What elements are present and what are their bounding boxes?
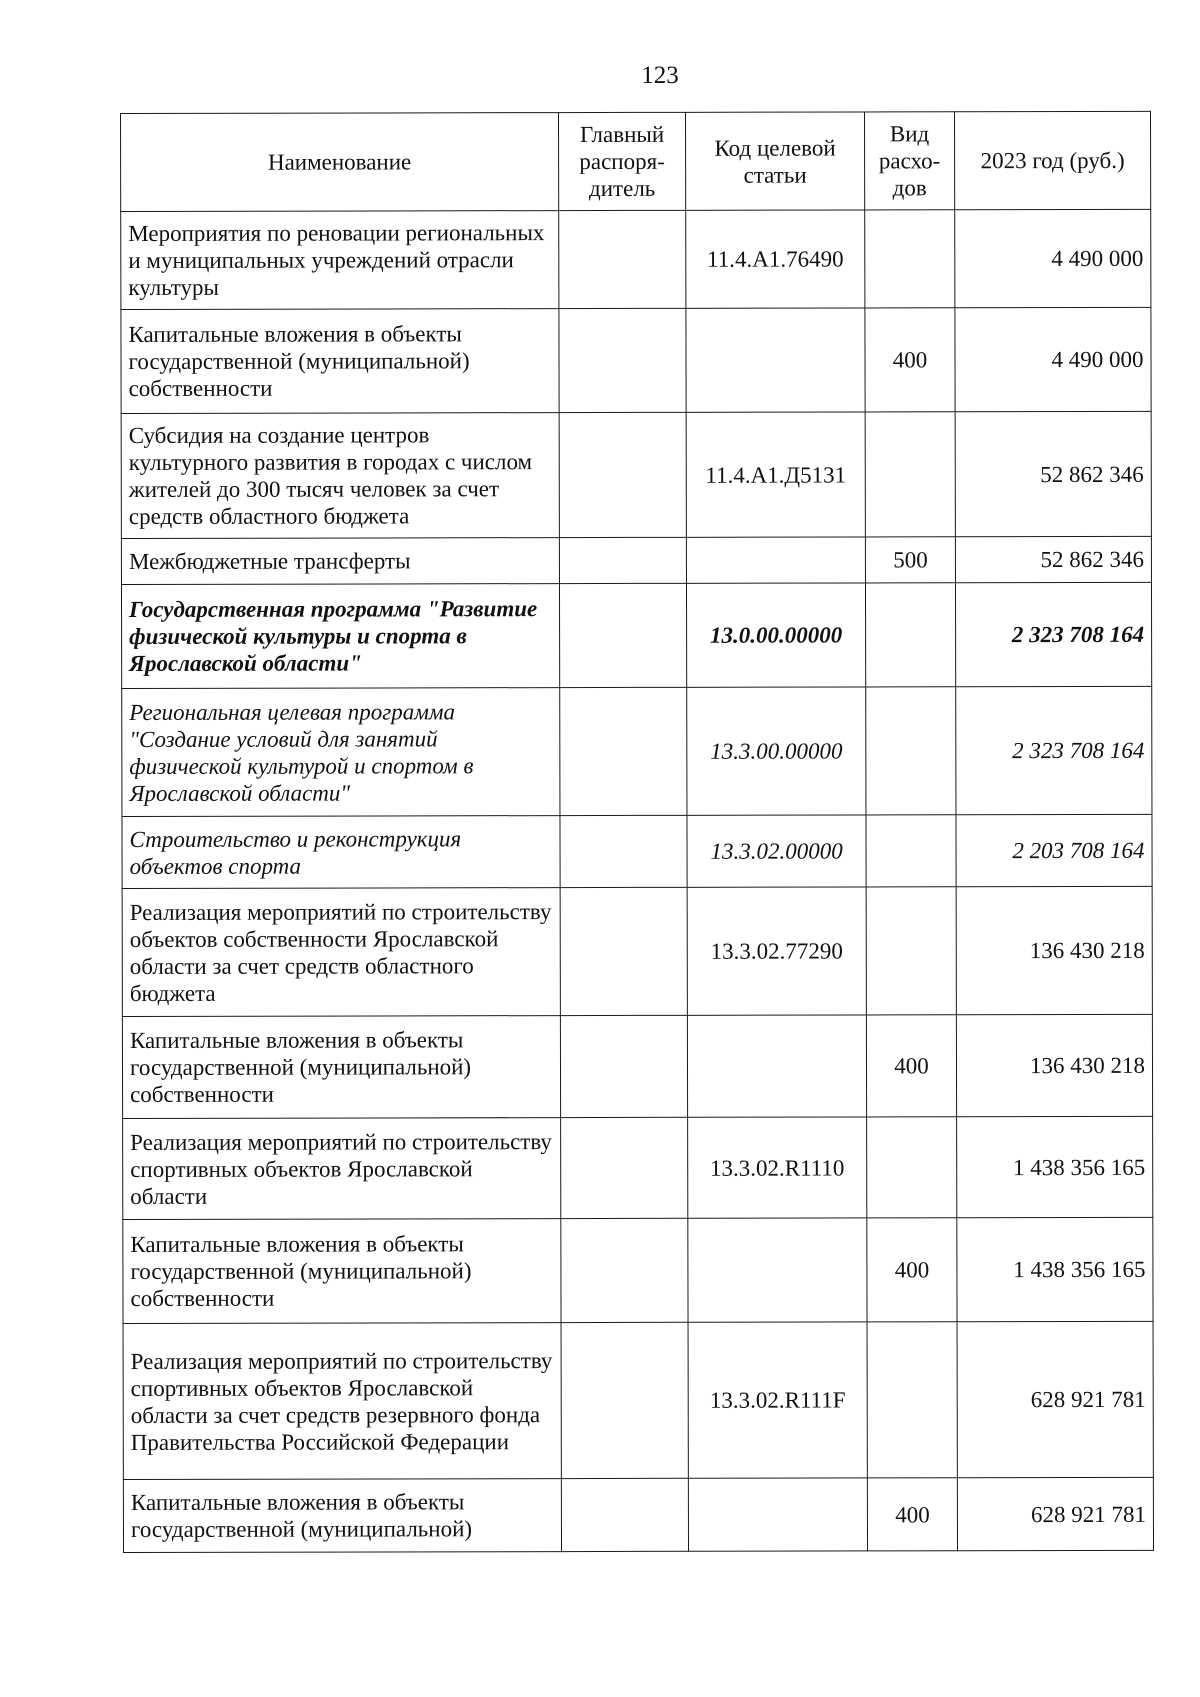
header-amount: 2023 год (руб.) xyxy=(954,111,1150,209)
row-type xyxy=(865,210,955,308)
row-owner xyxy=(561,1322,688,1478)
row-name: Реализация мероприятий по строительству спортивных объектов Ярославской области за счет средств резервного фонда Правительства Российской Федерации xyxy=(123,1323,561,1480)
row-name: Капитальные вложения в объекты государственной (муниципальной) собственности xyxy=(121,309,559,414)
row-code: 13.3.02.00000 xyxy=(687,815,866,887)
row-code xyxy=(687,1015,866,1117)
row-owner xyxy=(561,1117,688,1218)
table-row xyxy=(122,1014,1152,1118)
table-row xyxy=(123,1116,1153,1219)
row-amount: 2 203 708 164 xyxy=(956,814,1152,886)
row-amount: 1 438 356 165 xyxy=(957,1116,1153,1217)
row-owner xyxy=(561,1218,688,1322)
row-name: Реализация мероприятий по строительству спортивных объектов Ярославской области xyxy=(123,1118,561,1220)
row-name: Региональная целевая программа "Создание условий для занятий физической культурой и спортом в Ярославской области" xyxy=(122,688,560,817)
row-owner xyxy=(559,412,686,537)
row-code: 13.0.00.00000 xyxy=(686,583,865,687)
table-row xyxy=(121,307,1151,413)
budget-table xyxy=(120,111,1154,1553)
row-amount: 4 490 000 xyxy=(955,209,1151,307)
table-row xyxy=(123,1477,1153,1552)
table-row xyxy=(121,582,1151,688)
table-row xyxy=(121,411,1151,538)
row-owner xyxy=(559,308,686,412)
row-amount: 52 862 346 xyxy=(955,411,1151,536)
header-code: Код целевой статьи xyxy=(685,112,864,210)
row-name: Капитальные вложения в объекты государственной (муниципальной) xyxy=(123,1479,561,1553)
row-type xyxy=(867,1117,957,1218)
row-owner xyxy=(559,210,686,308)
row-amount: 52 862 346 xyxy=(955,536,1151,582)
row-owner xyxy=(561,1478,688,1551)
header-type: Вид расхо-дов xyxy=(864,112,954,210)
table-row xyxy=(121,536,1151,584)
row-amount: 136 430 218 xyxy=(956,1014,1152,1116)
table-row xyxy=(121,209,1151,309)
row-type xyxy=(865,583,955,687)
row-code xyxy=(688,1218,867,1322)
row-name: Реализация мероприятий по строительству объектов собственности Ярославской области за счет средств областного бюджета xyxy=(122,888,560,1017)
row-code: 13.3.02.77290 xyxy=(687,887,866,1015)
row-amount: 2 323 708 164 xyxy=(955,582,1151,686)
row-code: 13.3.02.R1110 xyxy=(688,1117,867,1218)
row-owner xyxy=(559,583,686,687)
page-number: 123 xyxy=(641,62,679,89)
table-row xyxy=(123,1321,1153,1479)
table-row xyxy=(122,886,1152,1016)
row-code xyxy=(688,1478,867,1551)
header-owner: Главный распоря-дитель xyxy=(559,112,686,210)
row-name: Строительство и реконструкция объектов спорта xyxy=(122,816,560,889)
row-type: 400 xyxy=(867,1218,957,1322)
row-amount: 2 323 708 164 xyxy=(956,686,1152,814)
row-type xyxy=(865,412,955,537)
row-name: Межбюджетные трансферты xyxy=(121,538,559,585)
row-owner xyxy=(560,887,687,1015)
table-row xyxy=(123,1217,1153,1323)
row-type: 500 xyxy=(865,537,955,583)
row-code xyxy=(686,308,865,412)
row-name: Капитальные вложения в объекты государственной (муниципальной) собственности xyxy=(123,1219,561,1324)
row-code xyxy=(686,537,865,583)
table-row xyxy=(122,686,1152,816)
row-type: 400 xyxy=(865,308,955,412)
row-code: 11.4.А1.76490 xyxy=(686,210,865,308)
row-code: 11.4.А1.Д5131 xyxy=(686,412,865,537)
row-type xyxy=(867,1322,957,1478)
row-type xyxy=(866,887,956,1015)
row-code: 13.3.00.00000 xyxy=(687,687,866,815)
row-type: 400 xyxy=(867,1478,957,1551)
row-amount: 628 921 781 xyxy=(957,1477,1153,1550)
row-type: 400 xyxy=(866,1015,956,1117)
row-amount: 4 490 000 xyxy=(955,307,1151,411)
row-amount: 136 430 218 xyxy=(956,886,1152,1014)
row-code: 13.3.02.R111F xyxy=(688,1322,867,1478)
row-owner xyxy=(560,1015,687,1117)
table-header-row xyxy=(121,111,1151,211)
row-owner xyxy=(559,537,686,583)
row-name: Капитальные вложения в объекты государственной (муниципальной) собственности xyxy=(122,1016,560,1119)
header-name: Наименование xyxy=(121,113,559,212)
row-owner xyxy=(560,815,687,887)
table-row xyxy=(122,814,1152,888)
row-owner xyxy=(560,687,687,815)
row-name: Государственная программа "Развитие физической культуры и спорта в Ярославской области" xyxy=(121,584,559,689)
row-amount: 628 921 781 xyxy=(957,1321,1153,1477)
row-type xyxy=(866,815,956,887)
row-amount: 1 438 356 165 xyxy=(957,1217,1153,1321)
row-name: Мероприятия по реновации региональных и муниципальных учреждений отрасли культуры xyxy=(121,211,559,310)
row-type xyxy=(866,687,956,815)
row-name: Субсидия на создание центров культурного развития в городах с числом жителей до 300 тысяч человек за счет средств областного бюджета xyxy=(121,413,559,539)
